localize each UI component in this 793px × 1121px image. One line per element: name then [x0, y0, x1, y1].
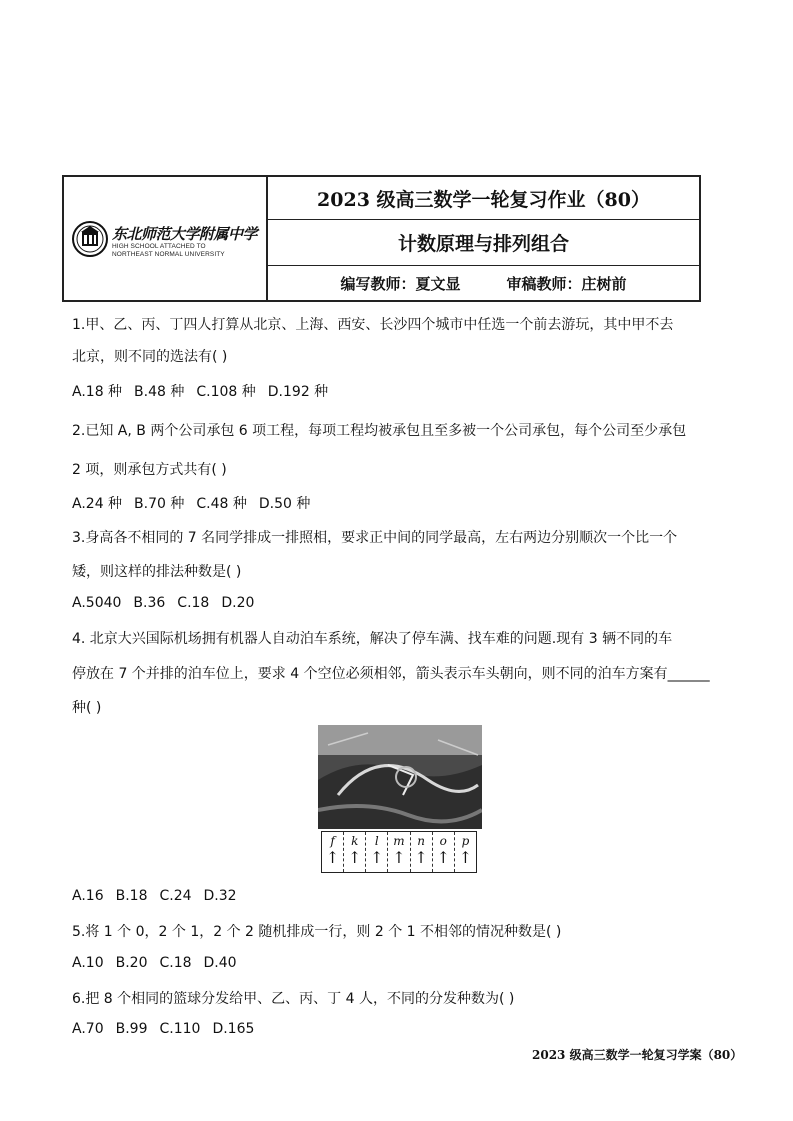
option-b: B.36 — [133, 595, 166, 611]
option-d: D.40 — [203, 955, 237, 971]
option-c: C.24 — [159, 888, 192, 904]
option-b: B.20 — [115, 955, 148, 971]
question-2-options — [72, 493, 322, 513]
parking-slot: l ↑ — [366, 832, 388, 872]
assignment-subtitle: 计数原理与排列组合 — [268, 220, 699, 266]
arrow-up-icon: ↑ — [370, 848, 384, 867]
parking-slot: p ↑ — [458, 834, 473, 867]
question-3-options — [72, 595, 266, 611]
parking-slots — [321, 831, 477, 873]
option-b: B.18 — [115, 888, 148, 904]
option-a: A.18 种 — [72, 384, 123, 400]
school-name-cn: 东北师范大学附属中学 — [112, 225, 258, 243]
arrow-up-icon: ↑ — [414, 848, 428, 867]
question-4-options — [72, 888, 249, 904]
parking-slot: o ↑ — [433, 832, 455, 872]
arrow-up-icon: ↑ — [348, 848, 362, 867]
question-5-line-1: 5.将 1 个 0，2 个 1，2 个 2 随机排成一行，则 2 个 1 不相邻的情况种数是( ) — [72, 924, 562, 940]
option-c: C.108 种 — [196, 384, 256, 400]
question-1-line-2: 北京，则不同的选法有( ) — [72, 349, 228, 365]
question-4-line-1: 4. 北京大兴国际机场拥有机器人自动泊车系统，解决了停车满、找车难的问题.现有 3 辆不同的车 — [72, 631, 673, 647]
option-b: B.70 种 — [134, 496, 185, 512]
option-d: D.192 种 — [267, 384, 329, 400]
option-a: A.16 — [72, 888, 104, 904]
question-5-options — [72, 955, 249, 971]
author-teacher: 编写教师：夏文显 — [340, 274, 461, 293]
option-d: D.50 种 — [258, 496, 311, 512]
option-d: D.165 — [212, 1021, 255, 1037]
option-a: A.24 种 — [72, 496, 123, 512]
school-name-en-line1: HIGH SCHOOL ATTACHED TO — [112, 243, 206, 250]
question-1-options — [72, 381, 340, 401]
arrow-up-icon: ↑ — [392, 848, 406, 867]
question-3-line-2: 矮，则这样的排法种数是( ) — [72, 564, 242, 580]
arrow-up-icon: ↑ — [458, 848, 473, 867]
option-c: C.48 种 — [196, 496, 247, 512]
option-a: A.70 — [72, 1021, 104, 1037]
arrow-up-icon: ↑ — [325, 848, 340, 867]
option-b: B.48 种 — [134, 384, 185, 400]
airport-aerial-photo — [318, 725, 482, 829]
school-emblem-icon — [72, 219, 108, 259]
question-6-options — [72, 1021, 266, 1037]
option-d: D.20 — [221, 595, 255, 611]
teacher-row — [268, 266, 699, 300]
question-2-line-1: 2.已知 A, B 两个公司承包 6 项工程，每项工程均被承包且至多被一个公司承包，每个公司至少承包 — [72, 423, 687, 439]
question-4-line-2: 停放在 7 个并排的泊车位上，要求 4 个空位必须相邻，箭头表示车头朝向，则不同的泊车方案有______ — [72, 666, 710, 682]
arrow-up-icon: ↑ — [436, 848, 450, 867]
header-table — [62, 175, 701, 302]
option-a: A.5040 — [72, 595, 122, 611]
option-c: C.18 — [159, 955, 192, 971]
parking-figure — [318, 725, 482, 875]
option-b: B.99 — [115, 1021, 148, 1037]
option-d: D.32 — [203, 888, 237, 904]
reviewer-teacher: 审稿教师：庄树前 — [506, 274, 627, 293]
question-3-line-1: 3.身高各不相同的 7 名同学排成一排照相，要求正中间的同学最高，左右两边分别顺次一个比一个 — [72, 530, 678, 546]
question-1-line-1: 1.甲、乙、丙、丁四人打算从北京、上海、西安、长沙四个城市中任选一个前去游玩，其中甲不去 — [72, 317, 674, 333]
school-name-en-line2: NORTHEAST NORMAL UNIVERSITY — [112, 251, 225, 258]
school-logo-cell — [64, 177, 268, 300]
parking-slot: f ↑ — [322, 832, 344, 872]
option-c: C.110 — [159, 1021, 201, 1037]
parking-slot: k ↑ — [344, 832, 366, 872]
question-4-line-3: 种( ) — [72, 700, 102, 716]
parking-slot: m ↑ — [388, 832, 410, 872]
page-footer: 2023 级高三数学一轮复习学案（80） — [532, 1048, 743, 1062]
parking-slot: n ↑ — [411, 832, 433, 872]
option-c: C.18 — [177, 595, 210, 611]
assignment-title: 2023 级高三数学一轮复习作业（80） — [268, 177, 699, 220]
question-6-line-1: 6.把 8 个相同的篮球分发给甲、乙、丙、丁 4 人，不同的分发种数为( ) — [72, 991, 515, 1007]
option-a: A.10 — [72, 955, 104, 971]
question-2-line-2: 2 项，则承包方式共有( ) — [72, 462, 227, 478]
